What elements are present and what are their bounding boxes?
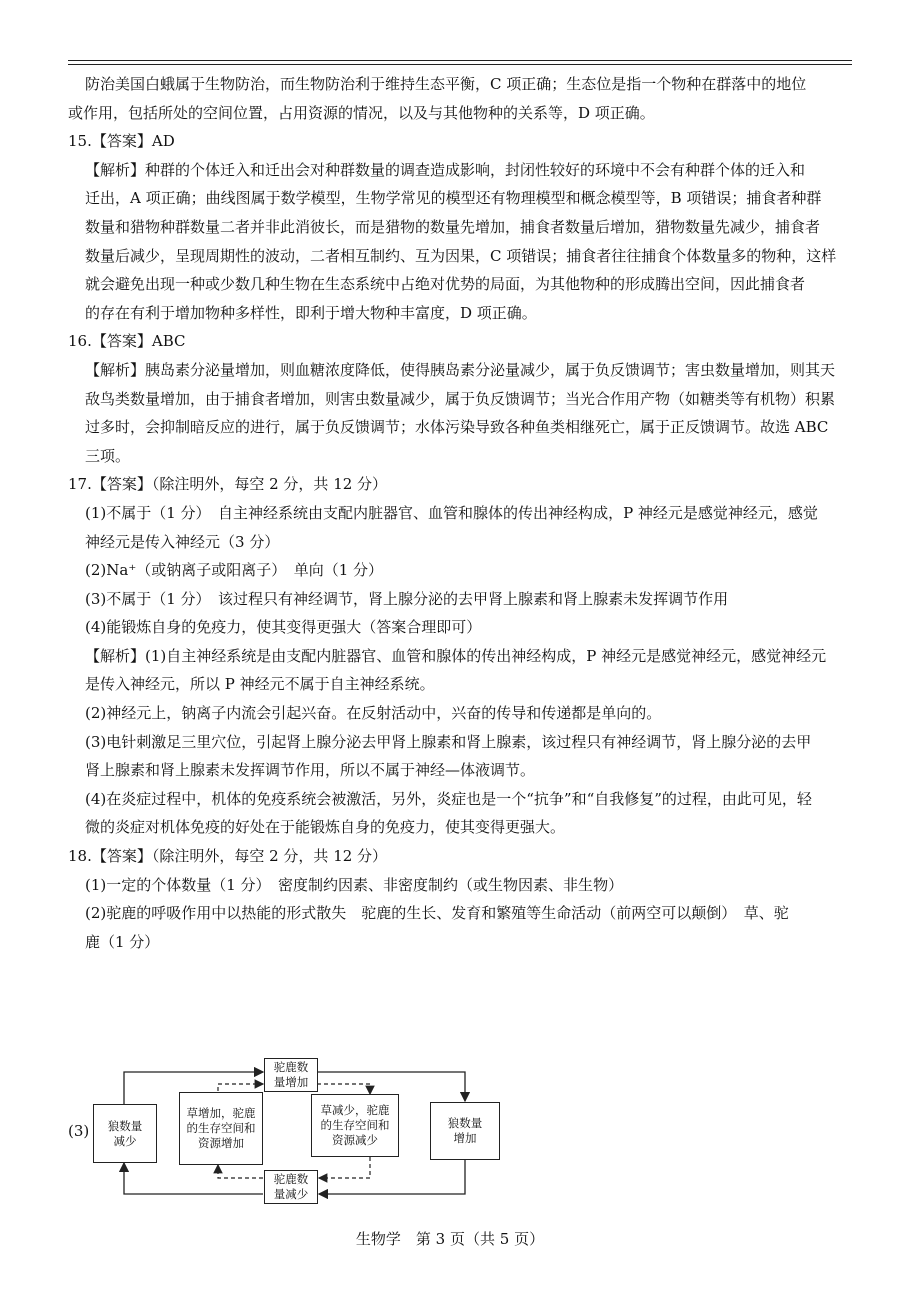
text-line: 数量后减少，呈现周期性的波动，二者相互制约、互为因果，C 项错误；捕食者往往捕食个体数量多的物种，这样 (85, 246, 837, 265)
text-line: (3)不属于（1 分） 该过程只有神经调节，肾上腺分泌的去甲肾上腺素和肾上腺素未发挥调节作用 (85, 589, 729, 608)
text-line: 敌鸟类数量增加，由于捕食者增加，则害虫数量减少，属于负反馈调节；当光合作用产物（如糖类等有机物）积累 (85, 389, 836, 408)
text-line: (1)不属于（1 分） 自主神经系统由支配内脏器官、血管和腺体的传出神经构成，P 神经元是感觉神经元，感觉 (85, 503, 818, 522)
text-line: 鹿（1 分） (85, 932, 160, 951)
text-line: 肾上腺素和肾上腺素未发挥调节作用，所以不属于神经—体液调节。 (85, 761, 536, 780)
box-wolf-decrease: 狼数量 减少 (93, 1104, 157, 1163)
arrow-wolf-up-to-moose-down (319, 1160, 465, 1194)
page-footer: 生物学 第 3 页（共 5 页） (355, 1230, 545, 1248)
text-line: 的存在有利于增加物种多样性，即利于增大物种丰富度，D 项正确。 (85, 303, 537, 322)
text-line: (4)在炎症过程中，机体的免疫系统会被激活，另外，炎症也是一个“抗争”和“自我修复”的过程，由此可见，轻 (85, 789, 812, 808)
text-line: 防治美国白蛾属于生物防治，而生物防治利于维持生态平衡，C 项正确；生态位是指一个物种在群落中的地位 (85, 75, 807, 93)
text-line: 是传入神经元，所以 P 神经元不属于自主神经系统。 (85, 675, 435, 694)
text-line: 数量和猎物种群数量二者并非此消彼长，而是猎物的数量先增加，捕食者数量后增加，猎物数量先减少，捕食者 (85, 217, 821, 236)
arrow-grass-up-to-moose-up (218, 1084, 263, 1091)
text-line: 【解析】(1)自主神经系统是由支配内脏器官、血管和腺体的传出神经构成，P 神经元是感觉神经元，感觉神经元 (85, 646, 827, 665)
arrow-moose-up-to-grass-down (317, 1084, 370, 1094)
text-line: 迁出，A 项正确；曲线图属于数学模型，生物学常见的模型还有物理模型和概念模型等，B 项错误；捕食者种群 (85, 189, 822, 208)
header-rule-top (68, 60, 852, 61)
text-line: 微的炎症对机体免疫的好处在于能锻炼自身的免疫力，使其变得更强大。 (85, 818, 566, 837)
text-line: (4)能锻炼自身的免疫力，使其变得更强大（答案合理即可） (85, 618, 482, 637)
box-moose-decrease: 驼鹿数 量减少 (264, 1170, 318, 1204)
box-wolf-increase: 狼数量 增加 (430, 1102, 500, 1160)
text-line: 或作用，包括所处的空间位置，占用资源的情况，以及与其他物种的关系等，D 项正确。 (68, 103, 655, 122)
arrow-grass-down-to-moose-down (319, 1157, 370, 1178)
population-flow-diagram (68, 1052, 548, 1212)
text-line: (3)电针刺激足三里穴位，引起肾上腺分泌去甲肾上腺素和肾上腺素，该过程只有神经调节，肾上腺分泌的去甲 (85, 732, 812, 751)
text-line: 就会避免出现一种或少数几种生物在生态系统中占绝对优势的局面，为其他物种的形成腾出空间，因此捕食者 (85, 275, 806, 294)
question-17-answer: 17.【答案】（除注明外，每空 2 分，共 12 分） (68, 475, 388, 494)
text-line: (2)Na⁺（或钠离子或阳离子） 单向（1 分） (85, 561, 384, 580)
text-line: 神经元是传入神经元（3 分） (85, 532, 280, 551)
text-line: (1)一定的个体数量（1 分） 密度制约因素、非密度制约（或生物因素、非生物） (85, 875, 624, 894)
arrow-moose-down-to-grass-up (218, 1165, 263, 1178)
text-line: 【解析】种群的个体迁入和迁出会对种群数量的调查造成影响，封闭性较好的环境中不会有种群个体的迁入和 (85, 160, 806, 179)
box-grass-increase: 草增加，驼鹿 的生存空间和 资源增加 (179, 1092, 263, 1165)
text-line: (2)神经元上，钠离子内流会引起兴奋。在反射活动中，兴奋的传导和传递都是单向的。 (85, 704, 662, 723)
question-18-answer: 18.【答案】（除注明外，每空 2 分，共 12 分） (68, 847, 388, 866)
box-moose-increase: 驼鹿数 量增加 (264, 1058, 318, 1092)
box-grass-decrease: 草减少，驼鹿 的生存空间和 资源减少 (311, 1094, 399, 1157)
answer-content (68, 70, 854, 956)
header-rule-bottom (68, 64, 852, 65)
diagram-label: (3) (68, 1122, 90, 1140)
text-line: 三项。 (85, 446, 131, 465)
text-line: 过多时，会抑制暗反应的进行，属于负反馈调节；水体污染导致各种鱼类相继死亡，属于正反馈调节。故选 ABC (85, 418, 829, 437)
question-16-answer: 16.【答案】ABC (68, 332, 186, 351)
text-line: (2)驼鹿的呼吸作用中以热能的形式散失 驼鹿的生长、发育和繁殖等生命活动（前两空可以颠倒） 草、驼 (85, 904, 789, 923)
question-15-answer: 15.【答案】AD (68, 132, 175, 151)
text-line: 【解析】胰岛素分泌量增加，则血糖浓度降低，使得胰岛素分泌量减少，属于负反馈调节；害虫数量增加，则其天 (85, 360, 836, 379)
arrow-moose-down-to-wolf-down (124, 1163, 263, 1194)
